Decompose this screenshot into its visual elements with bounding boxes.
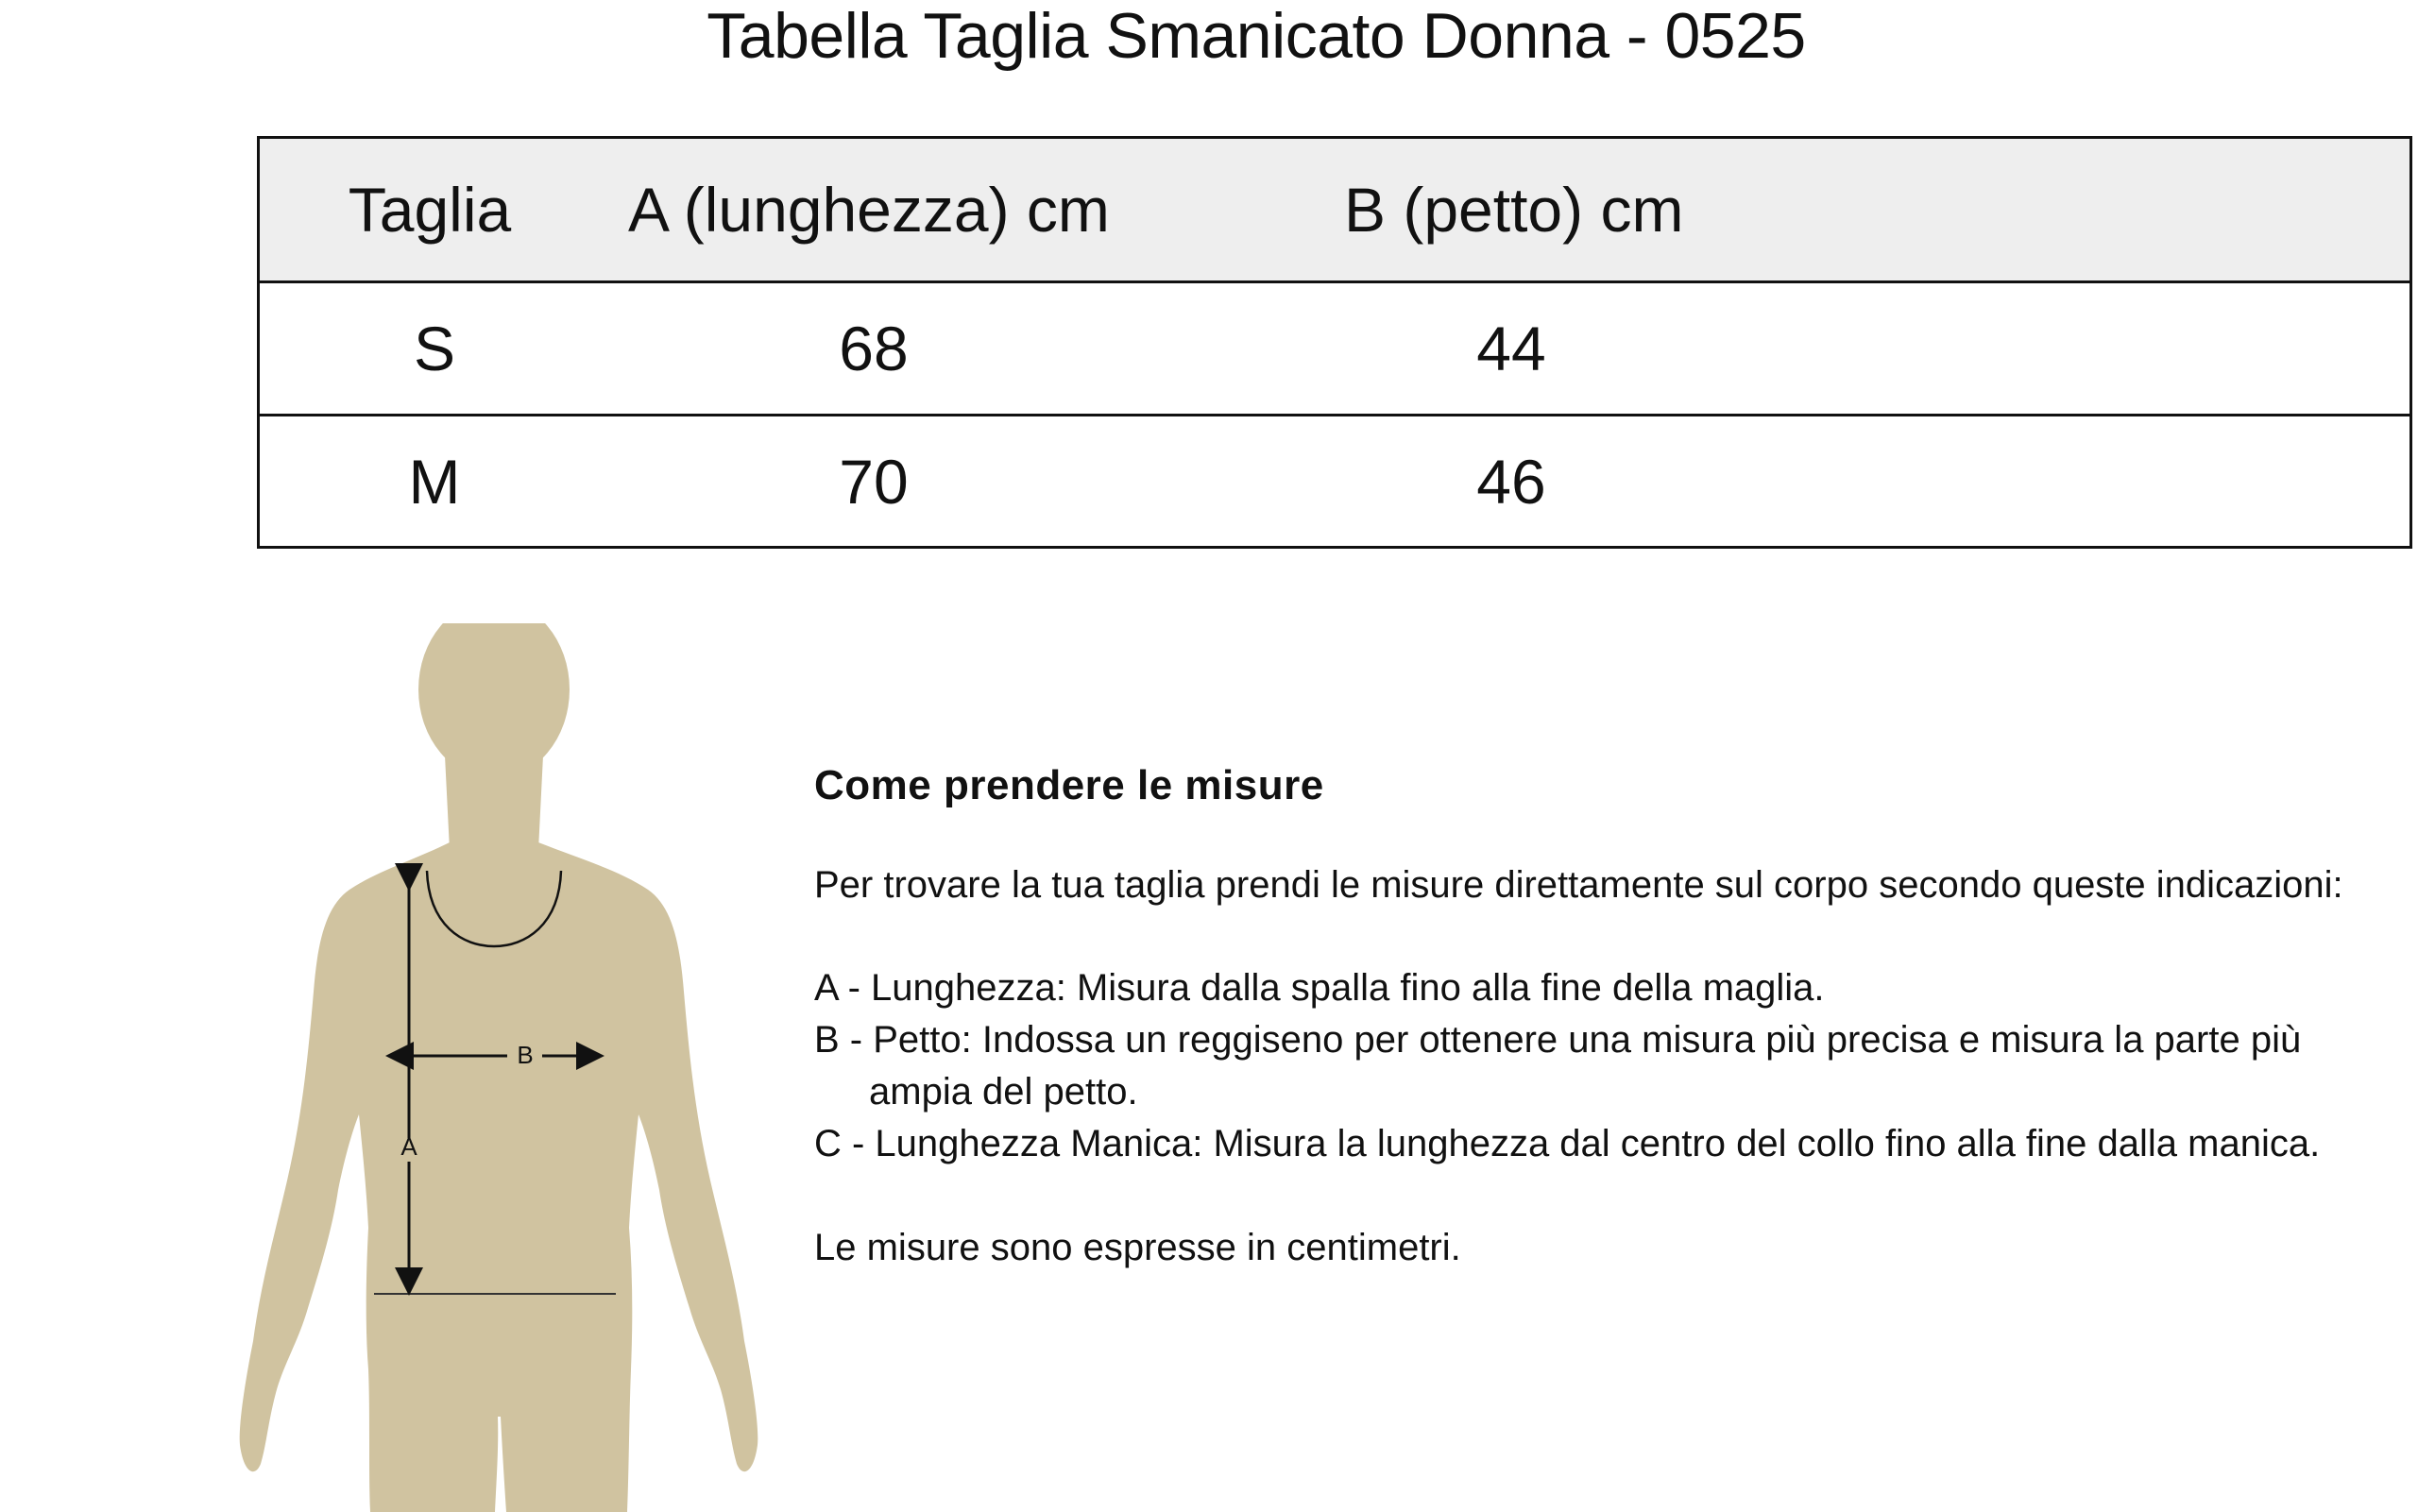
- cell-size: M: [408, 446, 461, 517]
- table-row: [260, 414, 2409, 546]
- table-header-row: [260, 139, 2409, 280]
- cell-chest: 44: [1476, 314, 1546, 383]
- instructions-list: [814, 962, 2410, 1170]
- list-item: C - Lunghezza Manica: Misura la lunghezza dal centro del collo fino alla fine dalla manica.: [814, 1123, 2321, 1164]
- header-chest: B (petto) cm: [1344, 175, 1684, 245]
- cell-length: 68: [839, 314, 909, 383]
- cell-size: S: [413, 314, 456, 383]
- measure-b-label: B: [517, 1040, 534, 1069]
- body-silhouette-figure: [227, 623, 765, 1512]
- instructions-note: Le misure sono espresse in centimetri.: [814, 1227, 1461, 1268]
- header-size: Taglia: [348, 175, 512, 245]
- cell-chest: 46: [1476, 446, 1546, 517]
- header-length: A (lunghezza) cm: [628, 175, 1110, 245]
- instructions-panel: [814, 759, 2410, 1274]
- instructions-intro: Per trovare la tua taglia prendi le misure direttamente sul corpo secondo queste indicazioni:: [814, 864, 2343, 906]
- table-row: [260, 280, 2409, 414]
- measure-a-label: A: [400, 1131, 417, 1161]
- list-item: B - Petto: Indossa un reggiseno per ottenere una misura più precisa e misura la parte più ampia del petto.: [814, 1019, 2302, 1113]
- cell-length: 70: [839, 446, 909, 517]
- page-title: Tabella Taglia Smanicato Donna - 0525: [707, 0, 1806, 72]
- silhouette-shape: [240, 623, 758, 1512]
- instructions-heading: Come prendere le misure: [814, 762, 1324, 808]
- list-item: A - Lunghezza: Misura dalla spalla fino alla fine della maglia.: [814, 967, 1825, 1009]
- size-table: [257, 136, 2412, 549]
